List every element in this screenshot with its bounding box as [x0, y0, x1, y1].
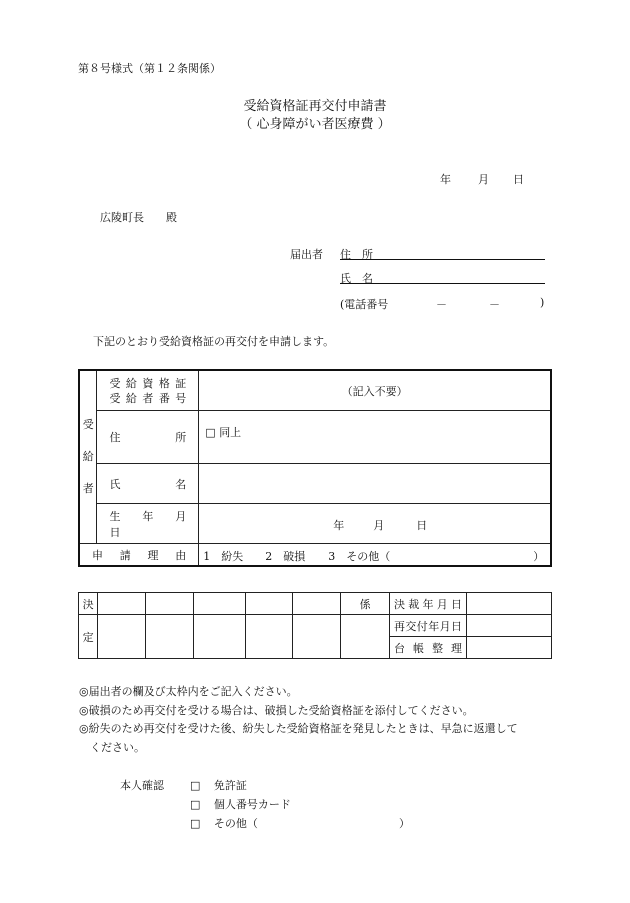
birth-day-label: 日	[416, 519, 428, 532]
license-label: 免許証	[213, 779, 247, 792]
other-checkbox[interactable]: □	[190, 817, 201, 830]
applicant-label: 届出者	[290, 248, 323, 261]
stamp-cell	[98, 615, 145, 659]
statement: 下記のとおり受給資格証の再交付を申請します。	[93, 335, 335, 348]
id-check-option-license[interactable]	[190, 777, 247, 793]
staff-stamp-cell	[341, 615, 390, 659]
date-year-label: 年	[440, 173, 451, 186]
form-subtitle: （ 心身障がい者医療費 ）	[239, 117, 391, 132]
decision-label-2: 定	[79, 615, 98, 659]
date-month-label: 月	[478, 173, 489, 186]
mynumber-checkbox[interactable]: □	[190, 798, 201, 811]
recipient-side-label	[79, 370, 97, 544]
stamp-cell	[245, 615, 292, 659]
name-label: 氏 名	[109, 477, 187, 491]
birth-month-label: 月	[373, 519, 385, 532]
form-id: 第８号様式（第１２条関係）	[78, 62, 221, 75]
applicant-address-label: 住 所	[340, 248, 373, 261]
license-checkbox[interactable]: □	[190, 779, 201, 792]
reason-damaged[interactable]: 2 破損	[265, 550, 306, 563]
mynumber-label: 個人番号カード	[213, 798, 291, 811]
note-3: ◎紛失のため再交付を受けた後、紛失した受給資格証を発見したときは、早急に返還して	[79, 722, 518, 735]
note-2: ◎破損のため再交付を受ける場合は、破損した受給資格証を添付してください。	[79, 704, 474, 717]
name-field[interactable]	[199, 464, 551, 504]
date-day-label: 日	[513, 173, 524, 186]
recipient-side-char-2: 給	[82, 450, 94, 463]
addressee: 広陵町長 殿	[100, 211, 177, 224]
address-label: 住 所	[109, 431, 187, 444]
applicant-address-field[interactable]	[340, 246, 545, 260]
birthdate-field[interactable]	[199, 504, 551, 544]
phone-separator-1: －	[436, 298, 447, 311]
stamp-cell	[193, 615, 245, 659]
reason-other[interactable]: 3 その他（	[328, 550, 391, 563]
reason-other-close: ）	[533, 550, 545, 563]
other-label: その他（	[213, 817, 258, 830]
note-1: ◎届出者の欄及び太枠内をご記入ください。	[79, 685, 298, 698]
same-address-label: 同上	[219, 426, 242, 439]
stamp-cell	[145, 615, 193, 659]
approval-date-label: 決裁年月日	[393, 597, 463, 611]
stamp-cell	[293, 593, 341, 615]
id-check-label: 本人確認	[120, 779, 164, 792]
applicant-phone-label: (電話番号	[340, 298, 389, 311]
cert-number-label-1: 受給資格証	[109, 376, 187, 390]
ledger-label: 台帳整理	[393, 641, 463, 655]
recipient-table	[78, 369, 552, 567]
cert-number-note: （記入不要）	[341, 384, 408, 398]
stamp-cell	[145, 593, 193, 615]
form-title: 受給資格証再交付申請書	[243, 99, 387, 114]
phone-close: )	[540, 296, 545, 309]
stamp-cell	[245, 593, 292, 615]
id-check-option-mynumber[interactable]	[190, 796, 291, 812]
other-close: ）	[399, 817, 410, 830]
note-3-continued: ください。	[90, 741, 145, 754]
recipient-side-char-3: 者	[82, 482, 94, 495]
staff-label: 係	[341, 593, 390, 615]
reason-label: 申 請 理 由	[92, 548, 187, 562]
reissue-date-label: 再交付年月日	[393, 619, 463, 633]
applicant-name-label: 氏 名	[340, 272, 373, 285]
phone-separator-2: －	[489, 298, 500, 311]
approval-date-field	[467, 593, 552, 615]
id-check-option-other[interactable]	[190, 815, 258, 831]
reissue-date-field	[467, 615, 552, 637]
same-address-checkbox[interactable]: □	[205, 426, 216, 439]
address-field[interactable]	[199, 411, 551, 464]
recipient-side-char-1: 受	[82, 418, 94, 431]
stamp-cell	[98, 593, 145, 615]
stamp-cell	[193, 593, 245, 615]
cert-number-label-2: 受給者番号	[109, 391, 187, 405]
decision-label-1: 決	[79, 593, 98, 615]
applicant-name-field[interactable]	[340, 270, 545, 284]
birth-year-label: 年	[333, 519, 345, 532]
office-use-table	[78, 592, 552, 659]
cert-number-field	[199, 370, 551, 411]
reason-field[interactable]	[199, 544, 551, 567]
ledger-field	[467, 637, 552, 659]
reason-lost[interactable]: 1 紛失	[203, 550, 244, 563]
stamp-cell	[293, 615, 341, 659]
birthdate-label: 生 年 月 日	[109, 509, 198, 539]
